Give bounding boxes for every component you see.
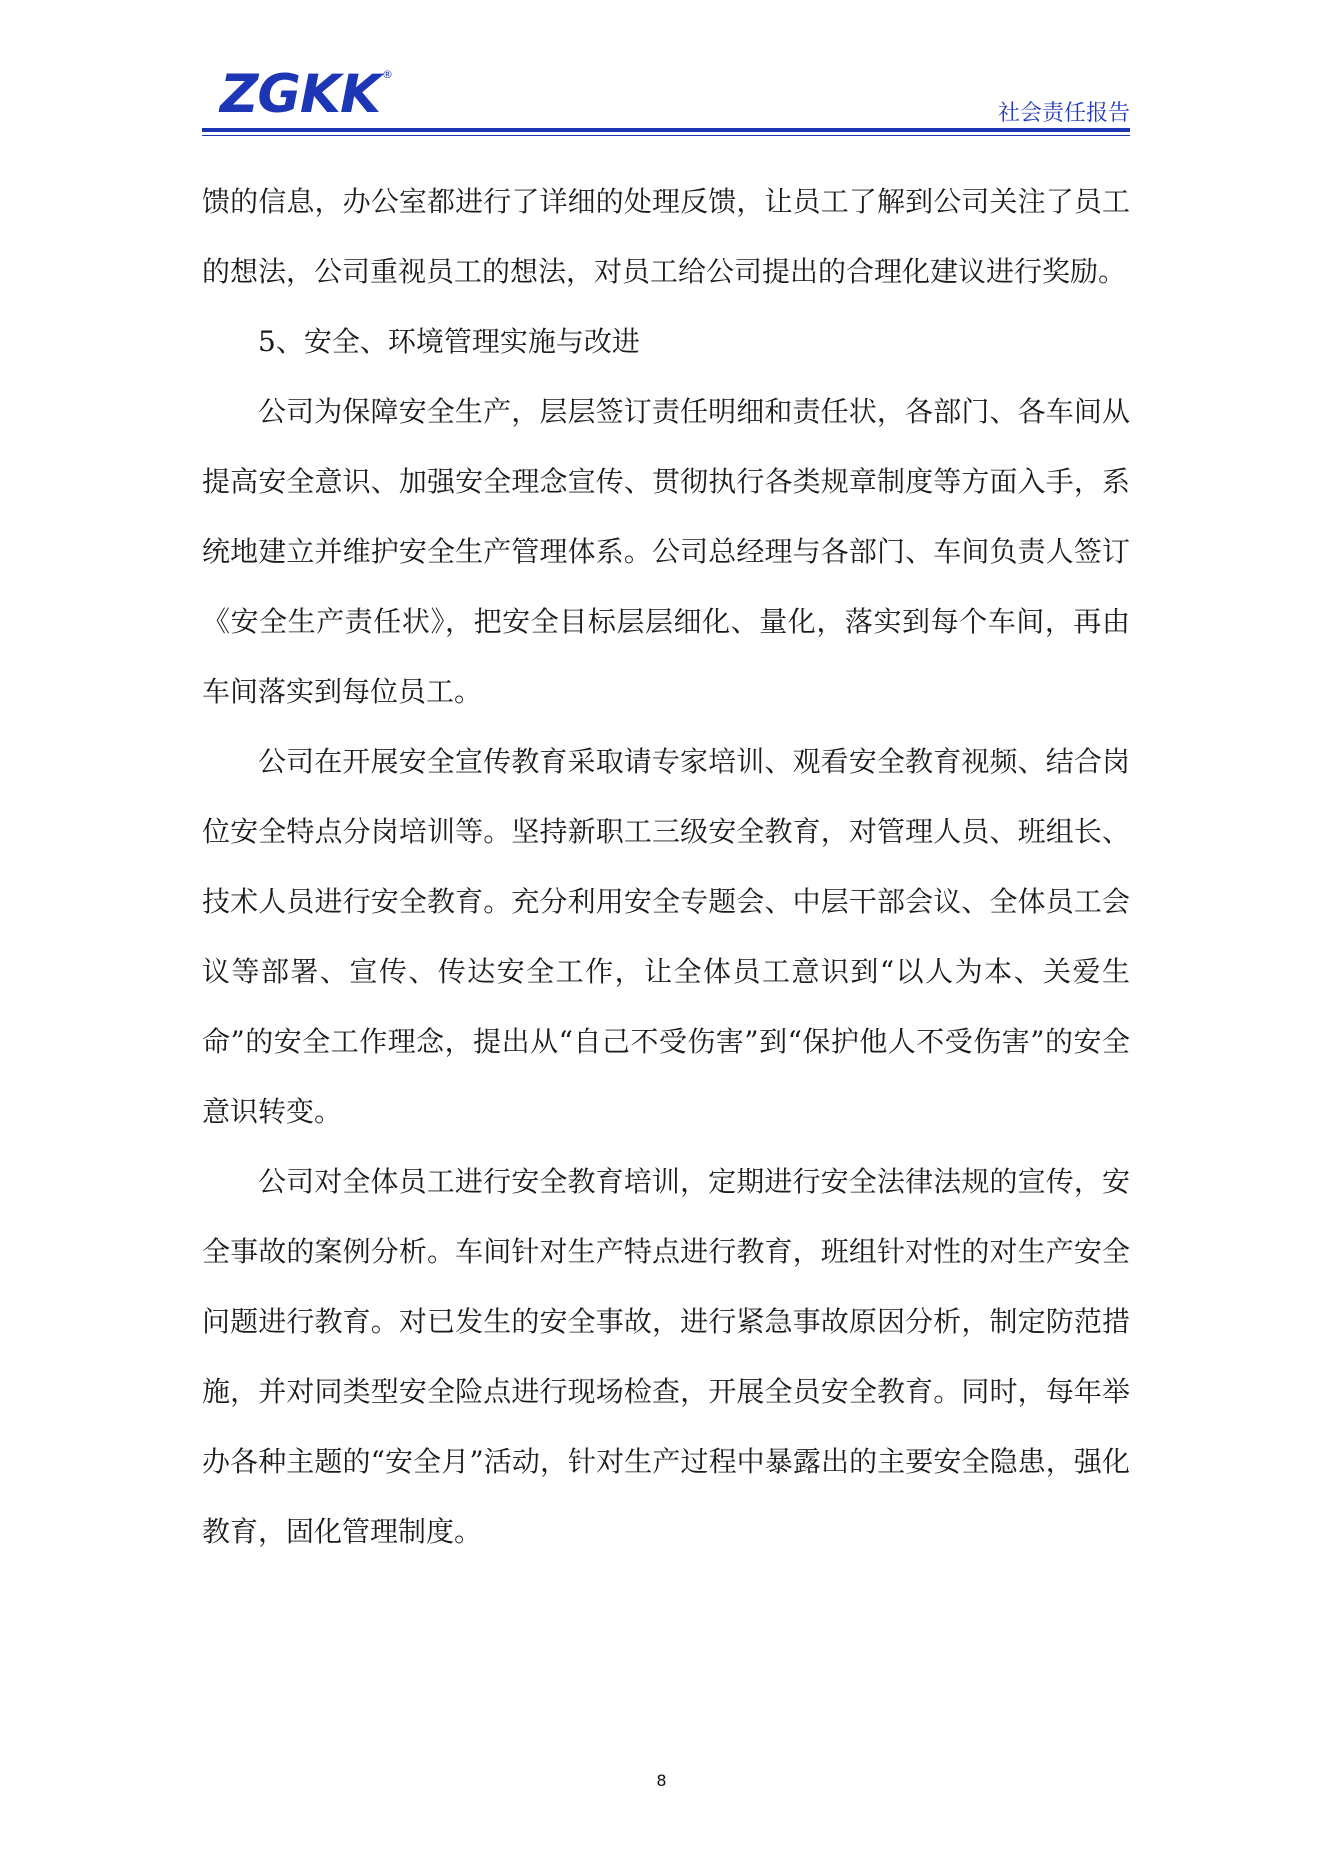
paragraph: 公司在开展安全宣传教育采取请专家培训、观看安全教育视频、结合岗位安全特点分岗培训等。坚持新职工三级安全教育，对管理人员、班组长、技术人员进行安全教育。充分利用安全专题会、中层干部会议、全体员工会议等部署、宣传、传达安全工作，让全体员工意识到“以人为本、关爱生命”的安全工作理念，提出从“自己不受伤害”到“保护他人不受伤害”的安全意识转变。	[202, 745, 1130, 1128]
paragraph-continuation: 馈的信息，办公室都进行了详细的处理反馈，让员工了解到公司关注了员工的想法，公司重视员工的想法，对员工给公司提出的合理化建议进行奖励。	[202, 185, 1130, 288]
page-number: 8	[656, 1771, 667, 1790]
header-rule-thick	[202, 128, 1130, 132]
report-title: 社会责任报告	[997, 101, 1130, 126]
registered-mark: ®	[382, 68, 393, 81]
section-heading: 5、安全、环境管理实施与改进	[258, 325, 640, 358]
paragraph: 公司为保障安全生产，层层签订责任明细和责任状，各部门、各车间从提高安全意识、加强安全理念宣传、贯彻执行各类规章制度等方面入手，系统地建立并维护安全生产管理体系。公司总经理与各部门、车间负责人签订《安全生产责任状》，把安全目标层层细化、量化，落实到每个车间，再由车间落实到每位员工。	[202, 395, 1130, 708]
paragraph: 公司对全体员工进行安全教育培训，定期进行安全法律法规的宣传，安全事故的案例分析。车间针对生产特点进行教育，班组针对性的对生产安全问题进行教育。对已发生的安全事故，进行紧急事故原因分析，制定防范措施，并对同类型安全险点进行现场检查，开展全员安全教育。同时，每年举办各种主题的“安全月”活动，针对生产过程中暴露出的主要安全隐患，强化教育，固化管理制度。	[202, 1165, 1130, 1548]
company-logo: ZGKK	[220, 64, 381, 125]
header-rule-thin	[202, 135, 1130, 136]
page-header	[202, 66, 1130, 132]
document-body	[202, 167, 1130, 1567]
